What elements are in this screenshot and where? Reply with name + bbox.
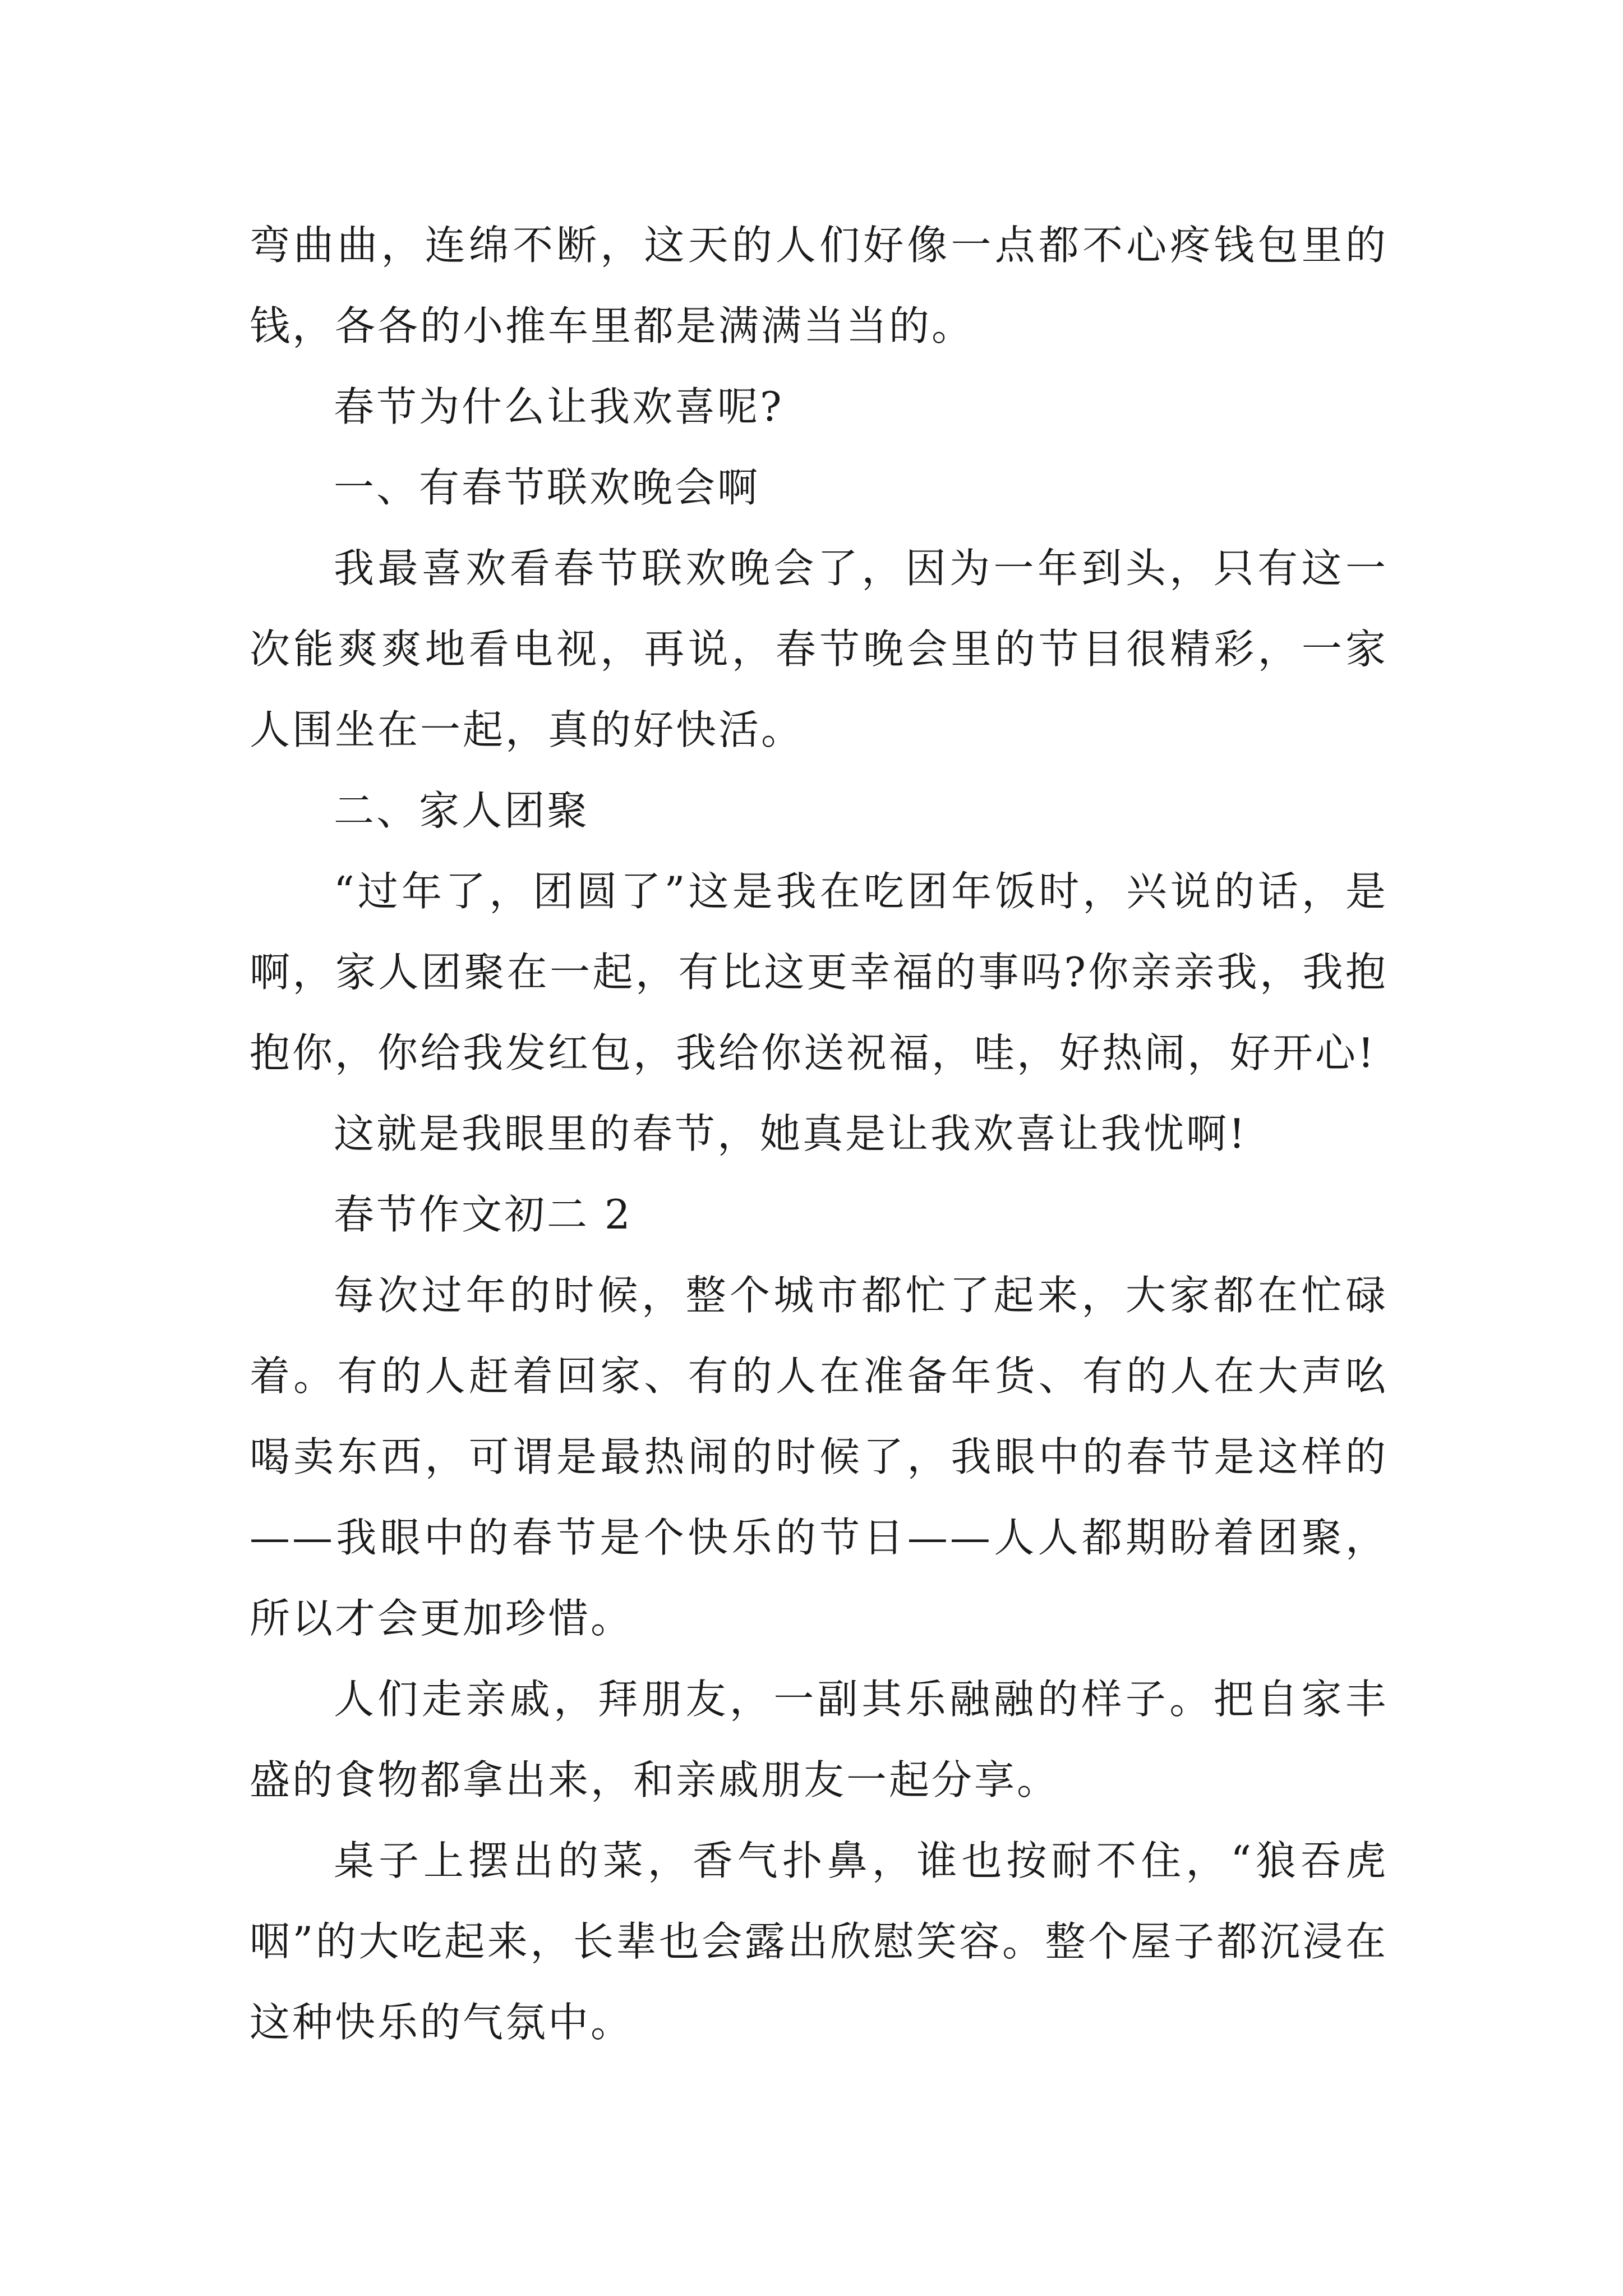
paragraph-reunion: “过年了，团圆了”这是我在吃团年饭时，兴说的话，是啊，家人团聚在一起，有比这更幸福的事吗?你亲亲我，我抱抱你，你给我发红包，我给你送祝福，哇，好热闹，好开心! [250,868,1388,1076]
paragraph-gala: 我最喜欢看春节联欢晚会了，因为一年到头，只有这一次能爽爽地看电视，再说，春节晚会里的节目很精彩，一家人围坐在一起，真的好快活。 [250,545,1388,753]
section-heading-1: 一、有春节联欢晚会啊 [334,464,760,511]
section-heading-2: 二、家人团聚 [334,787,590,834]
paragraph-feast: 桌子上摆出的菜，香气扑鼻，谁也按耐不住，“狼吞虎咽”的大吃起来，长辈也会露出欣慰笑容。整个屋子都沉浸在这种快乐的气氛中。 [250,1837,1388,2046]
paragraph-conclusion: 这就是我眼里的春节，她真是让我欢喜让我忧啊! [334,1110,1247,1157]
document-body [250,205,1388,2063]
essay-title-2: 春节作文初二 2 [334,1191,633,1238]
paragraph-continuation: 弯曲曲，连绵不断，这天的人们好像一点都不心疼钱包里的钱，各各的小推车里都是满满当当的。 [250,222,1388,349]
paragraph-question: 春节为什么让我欢喜呢? [334,383,784,430]
paragraph-busy-city: 每次过年的时候，整个城市都忙了起来，大家都在忙碌着。有的人赶着回家、有的人在准备年货、有的人在大声吆喝卖东西，可谓是最热闹的时候了，我眼中的春节是这样的——我眼中的春节是个快乐的节日——人人都期盼着团聚，所以才会更加珍惜。 [250,1272,1388,1642]
paragraph-visiting: 人们走亲戚，拜朋友，一副其乐融融的样子。把自家丰盛的食物都拿出来，和亲戚朋友一起分享。 [250,1676,1388,1803]
